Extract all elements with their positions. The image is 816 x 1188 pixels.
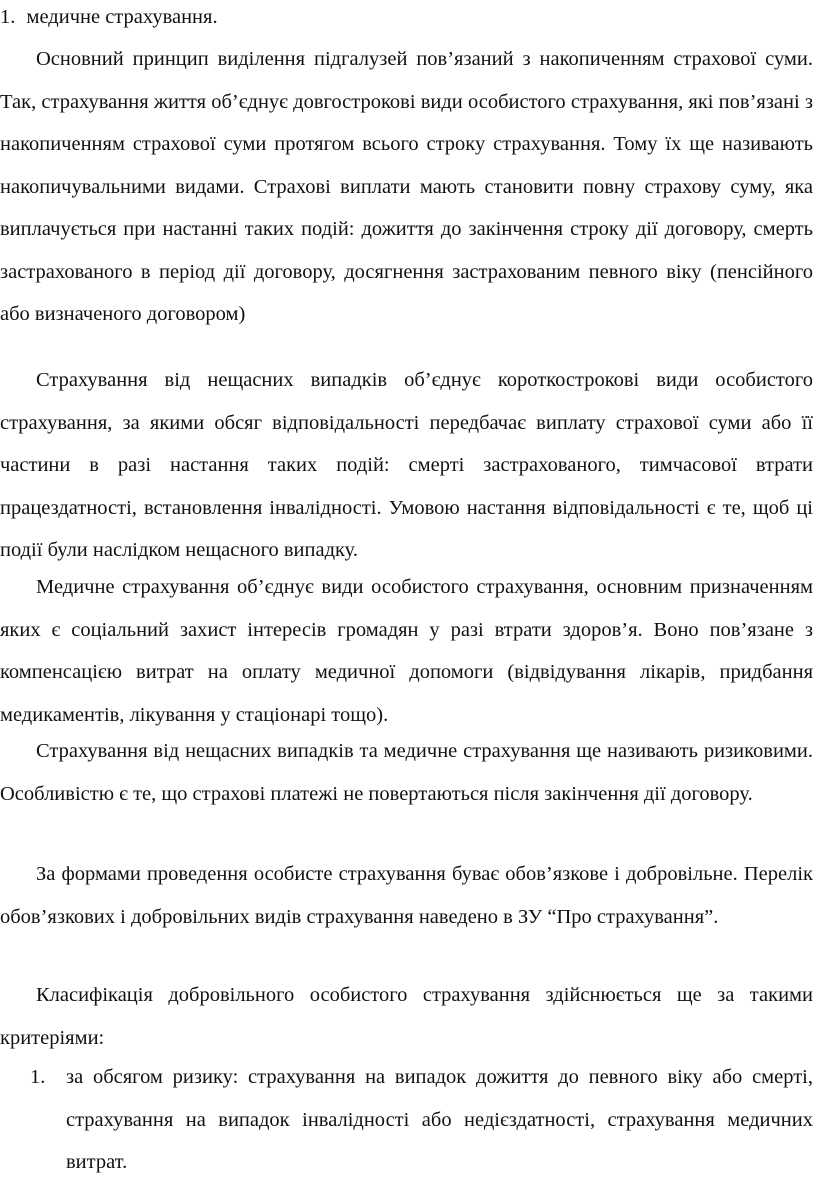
criteria-list-text: за обсягом ризику: страхування на випадок дожиття до певного віку або смерті, страхування на випадок інвалідності або недієздатності, страхування медичних витрат. (66, 1066, 813, 1173)
top-list-item (0, 0, 218, 39)
paragraph-forms: За формами проведення особисте страхування буває обов’язкове і добровільне. Перелік обов’язкових і добровільних видів страхування наведено в ЗУ “Про страхування”. (0, 863, 813, 928)
criteria-list-item (30, 1056, 813, 1184)
top-list-text: медичне страхування. (26, 6, 218, 28)
paragraph-life-insurance: Основний принцип виділення підгалузей пов’язаний з накопиченням страхової суми. Так, страхування життя об’єднує довгострокові види особистого страхування, які пов’язані з накопиченням страхової суми протягом всього строку страхування. Тому їх ще називають накопичувальними видами. Страхові виплати мають становити повну страхову суму, яка виплачується при настанні таких подій: дожиття до закінчення строку дії договору, смерть застрахованого в період дії договору, досягнення застрахованим певного віку (пенсійного або визначеного договором) (0, 48, 813, 325)
paragraph-classification: Класифікація добровільного особистого страхування здійснюється ще за такими критеріями: (0, 984, 813, 1049)
paragraph-risk-insurance: Страхування від нещасних випадків та медичне страхування ще називають ризиковими. Особливістю є те, що страхові платежі не повертаються після закінчення дії договору. (0, 740, 813, 805)
paragraph-accident-insurance: Страхування від нещасних випадків об’єднує короткострокові види особистого страхування, за якими обсяг відповідальності передбачає виплату страхової суми або її частини в разі настання таких подій: смерті застрахованого, тимчасової втрати працездатності, встановлення інвалідності. Умовою настання відповідальності є те, щоб ці події були наслідком нещасного випадку. (0, 369, 813, 561)
criteria-list-number: 1. (30, 1066, 46, 1088)
top-list-number: 1. (0, 6, 16, 28)
paragraph-medical-insurance: Медичне страхування об’єднує види особистого страхування, основним призначенням яких є соціальний захист інтересів громадян у разі втрати здоров’я. Воно пов’язане з компенсацією витрат на оплату медичної допомоги (відвідування лікарів, придбання медикаментів, лікування у стаціонарі тощо). (0, 576, 813, 726)
